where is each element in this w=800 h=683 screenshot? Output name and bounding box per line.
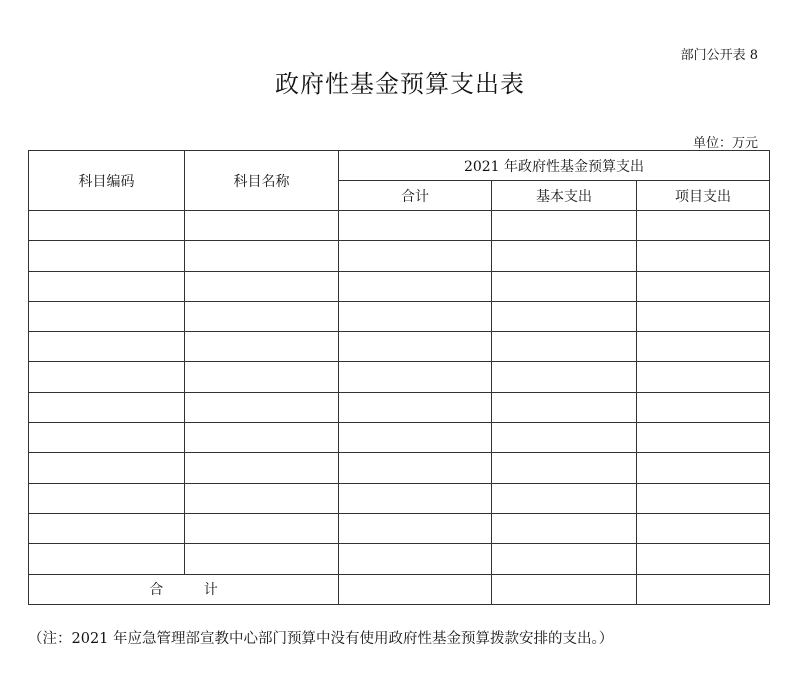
table-cell <box>492 301 637 331</box>
table-cell <box>29 483 185 513</box>
table-cell <box>29 301 185 331</box>
header-basic-expenditure: 基本支出 <box>492 181 637 211</box>
table-cell <box>185 453 339 483</box>
table-cell <box>185 513 339 543</box>
table-cell <box>339 301 492 331</box>
table-cell <box>637 301 770 331</box>
header-total: 合计 <box>339 181 492 211</box>
table-cell <box>185 332 339 362</box>
table-cell <box>339 271 492 301</box>
table-cell <box>339 453 492 483</box>
page-title: 政府性基金预算支出表 <box>275 70 525 98</box>
table-cell <box>637 332 770 362</box>
table-row <box>29 423 770 453</box>
table-row <box>29 301 770 331</box>
table-cell <box>492 423 637 453</box>
table-cell <box>29 392 185 422</box>
table-cell <box>492 271 637 301</box>
table-cell <box>637 513 770 543</box>
table-cell <box>637 211 770 241</box>
table-cell <box>492 544 637 574</box>
table-cell <box>492 332 637 362</box>
table-cell <box>492 211 637 241</box>
table-cell <box>185 423 339 453</box>
header-subject-code: 科目编码 <box>29 151 185 211</box>
total-cell <box>339 574 492 605</box>
table-cell <box>339 211 492 241</box>
table-cell <box>492 241 637 271</box>
table-row <box>29 544 770 574</box>
table-row <box>29 271 770 301</box>
unit-label: 单位：万元 <box>692 136 758 151</box>
table-cell <box>637 453 770 483</box>
table-cell <box>339 483 492 513</box>
table-cell <box>339 392 492 422</box>
table-cell <box>185 362 339 392</box>
table-cell <box>185 271 339 301</box>
table-row <box>29 211 770 241</box>
table-row <box>29 332 770 362</box>
table-number-label: 部门公开表 8 <box>680 48 758 63</box>
table-cell <box>29 453 185 483</box>
header-budget-group: 2021 年政府性基金预算支出 <box>339 151 770 181</box>
table-cell <box>492 392 637 422</box>
table-cell <box>29 544 185 574</box>
table-cell <box>339 362 492 392</box>
table-cell <box>637 241 770 271</box>
table-cell <box>492 362 637 392</box>
table-cell <box>29 513 185 543</box>
table-row <box>29 362 770 392</box>
table-row <box>29 453 770 483</box>
footnote: （注：2021 年应急管理部宣教中心部门预算中没有使用政府性基金预算拨款安排的支出。） <box>28 631 614 647</box>
total-basic-cell <box>492 574 637 605</box>
table-cell <box>637 544 770 574</box>
table-cell <box>339 241 492 271</box>
table-cell <box>185 301 339 331</box>
table-cell <box>637 483 770 513</box>
table-cell <box>185 211 339 241</box>
header-subject-name: 科目名称 <box>185 151 339 211</box>
table-row <box>29 392 770 422</box>
table-cell <box>339 513 492 543</box>
table-cell <box>29 241 185 271</box>
table-row <box>29 241 770 271</box>
table-cell <box>185 241 339 271</box>
budget-table <box>28 150 770 605</box>
table-cell <box>185 392 339 422</box>
table-cell <box>637 271 770 301</box>
table-cell <box>29 271 185 301</box>
table-cell <box>29 362 185 392</box>
table-body <box>29 211 770 605</box>
table-cell <box>339 423 492 453</box>
table-cell <box>492 513 637 543</box>
table-cell <box>339 332 492 362</box>
total-row <box>29 574 770 605</box>
total-project-cell <box>637 574 770 605</box>
table-cell <box>339 544 492 574</box>
table-cell <box>29 211 185 241</box>
table-row <box>29 483 770 513</box>
table-row <box>29 513 770 543</box>
table-cell <box>29 423 185 453</box>
total-label: 合 计 <box>29 574 339 605</box>
table-cell <box>185 544 339 574</box>
table-cell <box>637 362 770 392</box>
table-cell <box>185 483 339 513</box>
table-cell <box>29 332 185 362</box>
table-cell <box>492 453 637 483</box>
table-cell <box>492 483 637 513</box>
table-cell <box>637 423 770 453</box>
table-cell <box>637 392 770 422</box>
header-project-expenditure: 项目支出 <box>637 181 770 211</box>
